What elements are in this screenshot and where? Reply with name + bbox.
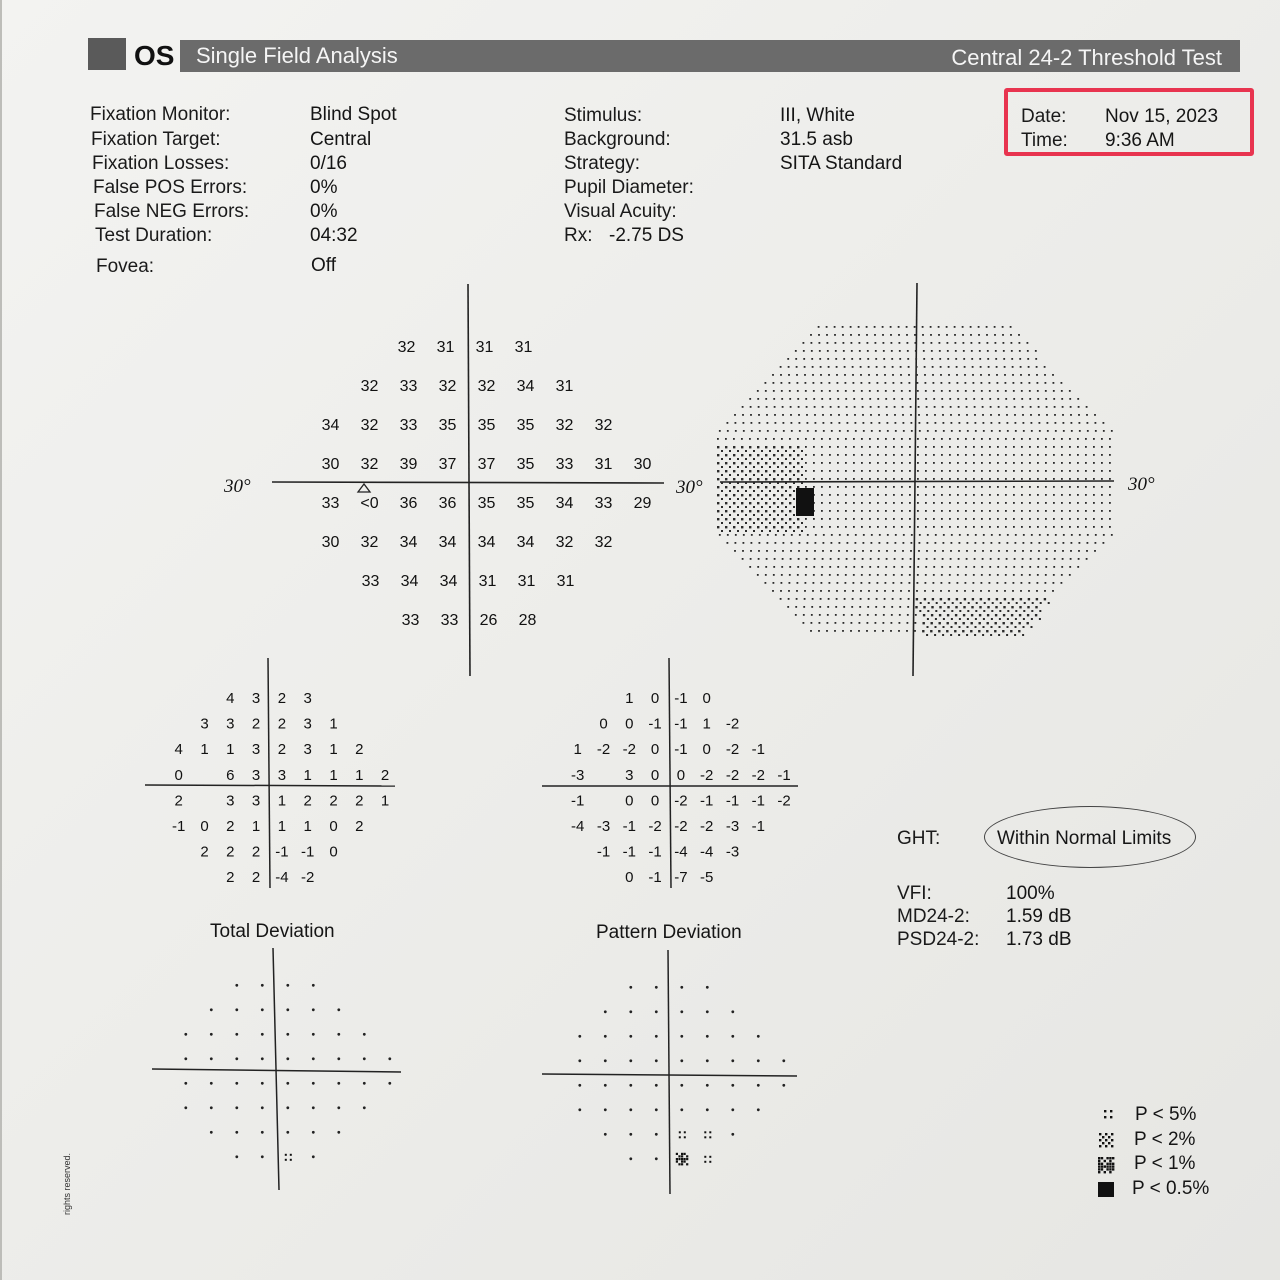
pd-value: -2 <box>725 766 740 784</box>
false-neg-label: False NEG Errors: <box>94 201 250 222</box>
fixation-losses-label: Fixation Losses: <box>92 153 230 174</box>
td-value: 3 <box>303 715 312 733</box>
threshold-value: 28 <box>518 612 537 629</box>
pd-value: 0 <box>702 741 711 759</box>
td-value: 1 <box>329 766 338 784</box>
normal-point <box>655 1010 658 1013</box>
legend-symbols <box>1094 1104 1124 1204</box>
pd-value: -3 <box>725 818 740 835</box>
normal-point <box>629 1084 632 1087</box>
threshold-value: 37 <box>477 456 496 473</box>
td-value: 2 <box>226 843 235 861</box>
td-value: 1 <box>380 792 390 810</box>
td-value: 3 <box>303 741 312 759</box>
normal-point <box>578 1059 581 1062</box>
pd-value: -2 <box>751 766 765 784</box>
threshold-value: 32 <box>555 534 574 551</box>
pd-value: -2 <box>700 766 714 784</box>
pd-value: -1 <box>674 715 688 733</box>
td-value: 1 <box>329 715 338 733</box>
threshold-value: <0 <box>360 495 379 512</box>
pd-value: -1 <box>622 818 636 835</box>
threshold-value: 34 <box>439 573 458 590</box>
td-value: 2 <box>380 766 390 784</box>
pd-value: -2 <box>674 792 688 810</box>
normal-point <box>655 1133 658 1136</box>
normal-point <box>629 1108 632 1111</box>
normal-point <box>655 1035 658 1038</box>
normal-point <box>680 1059 683 1062</box>
normal-point <box>578 1035 581 1038</box>
date-value: Nov 15, 2023 <box>1105 106 1219 127</box>
fixation-target-label: Fixation Target: <box>91 129 221 150</box>
normal-point <box>629 1133 632 1136</box>
normal-point <box>604 1035 607 1038</box>
pd-value: -1 <box>648 843 662 861</box>
threshold-value: 32 <box>360 378 379 395</box>
td-value: 2 <box>277 715 287 733</box>
normal-point <box>757 1035 760 1038</box>
td-value: 1 <box>277 818 287 835</box>
fixation-target-value: Central <box>310 129 372 150</box>
threshold-value: 33 <box>594 495 613 512</box>
time-value: 9:36 AM <box>1105 130 1175 151</box>
legend-p5-label: P < 5% <box>1135 1104 1197 1125</box>
td-value: 2 <box>200 843 209 861</box>
p5-dots-icon <box>704 1136 706 1138</box>
normal-point <box>680 986 683 989</box>
normal-point <box>655 986 658 989</box>
p1-dense-icon <box>678 1158 680 1160</box>
pd-value: -4 <box>700 843 714 861</box>
threshold-value: 31 <box>514 339 533 356</box>
td-value: 4 <box>174 741 183 759</box>
pdp-vertical-axis <box>668 950 670 1194</box>
fixation-losses-value: 0/16 <box>310 153 347 174</box>
visual-acuity-label: Visual Acuity: <box>564 201 677 222</box>
rx-value: -2.75 DS <box>609 225 684 246</box>
pd-value: 0 <box>650 690 660 707</box>
p1-dense-icon <box>676 1153 678 1155</box>
td-value: 2 <box>303 792 312 810</box>
p5-dots-icon <box>709 1136 711 1138</box>
threshold-value: 32 <box>594 534 613 551</box>
pd-value: -7 <box>674 869 688 887</box>
eye-label: OS <box>134 40 175 71</box>
threshold-value: 35 <box>477 495 496 512</box>
td-value: -1 <box>301 843 315 861</box>
pd-value: -1 <box>751 792 765 810</box>
td-value: -4 <box>275 869 289 887</box>
normal-point <box>680 1108 683 1111</box>
psd-label: PSD24-2: <box>897 929 980 950</box>
ght-value: Within Normal Limits <box>997 828 1172 849</box>
td-value: 2 <box>355 818 364 835</box>
p5-dots-icon <box>704 1131 706 1133</box>
p5-dots-icon <box>709 1156 711 1158</box>
normal-point <box>629 1035 632 1038</box>
pd-value: -3 <box>571 766 585 784</box>
pdp-horizontal-axis <box>542 1074 797 1076</box>
normal-point <box>655 1108 658 1111</box>
threshold-value: 35 <box>516 495 535 512</box>
td-value: 2 <box>174 792 183 810</box>
td-value: -1 <box>275 843 289 861</box>
normal-point <box>604 1084 607 1087</box>
pd-value: -1 <box>648 715 662 733</box>
td-value: 1 <box>355 766 364 784</box>
vfi-label: VFI: <box>897 883 932 904</box>
normal-point <box>757 1084 760 1087</box>
normal-point <box>604 1108 607 1111</box>
pupil-diameter-label: Pupil Diameter: <box>564 177 694 198</box>
pd-value: 0 <box>702 690 711 707</box>
pd-value: -2 <box>777 792 791 810</box>
normal-point <box>706 1035 709 1038</box>
td-value: 1 <box>251 818 261 835</box>
p1-dense-icon <box>678 1163 680 1165</box>
p5-dots-icon <box>684 1131 686 1133</box>
td-value: 3 <box>226 715 235 733</box>
normal-point <box>706 1010 709 1013</box>
td-value: 3 <box>251 792 261 810</box>
td-value: 4 <box>226 690 235 707</box>
threshold-value: 32 <box>360 417 379 434</box>
normal-point <box>731 1133 734 1136</box>
p1-dense-icon <box>681 1158 683 1160</box>
p1-dense-icon <box>684 1153 686 1155</box>
td-value: 0 <box>329 843 338 861</box>
pd-value: -2 <box>700 818 714 835</box>
threshold-value: 33 <box>361 573 380 590</box>
td-value: 6 <box>226 766 235 784</box>
td-value: 2 <box>251 869 261 887</box>
normal-point <box>680 1010 683 1013</box>
pd-value: 0 <box>676 766 686 784</box>
normal-point <box>706 1084 709 1087</box>
normal-point <box>706 1059 709 1062</box>
normal-point <box>731 1059 734 1062</box>
ght-label: GHT: <box>897 828 941 849</box>
td-value: 1 <box>200 741 209 759</box>
pd-value: 0 <box>599 715 608 733</box>
normal-point <box>680 1035 683 1038</box>
p5-dots-icon <box>709 1131 711 1133</box>
vfi-value: 100% <box>1006 883 1055 904</box>
p05-solid-icon <box>1098 1182 1114 1197</box>
threshold-value: 32 <box>360 534 379 551</box>
p1-dense-icon <box>1098 1157 1114 1173</box>
td-value: 2 <box>355 792 364 810</box>
td-value: -2 <box>301 869 315 887</box>
normal-point <box>731 1010 734 1013</box>
normal-point <box>731 1035 734 1038</box>
date-label: Date: <box>1021 106 1067 127</box>
threshold-value: 34 <box>477 534 496 551</box>
td-value: 2 <box>329 792 338 810</box>
normal-point <box>629 986 632 989</box>
pd-value: 0 <box>650 792 660 810</box>
normal-point <box>655 1084 658 1087</box>
pd-value: -1 <box>751 818 765 835</box>
threshold-value: 35 <box>516 417 535 434</box>
td-value: 2 <box>355 741 364 759</box>
td-value: 2 <box>251 843 261 861</box>
normal-point <box>578 1108 581 1111</box>
test-name: Central 24-2 Threshold Test <box>951 45 1222 70</box>
legend-p05-label: P < 0.5% <box>1132 1178 1210 1199</box>
threshold-value: 31 <box>517 573 536 590</box>
threshold-value: 34 <box>400 573 419 590</box>
threshold-value: 31 <box>555 378 574 395</box>
pd-value: -1 <box>596 843 611 861</box>
pd-value: -2 <box>674 818 688 835</box>
p1-dense-icon <box>678 1155 680 1157</box>
strategy-value: SITA Standard <box>780 153 903 174</box>
threshold-value: 31 <box>594 456 613 473</box>
p1-dense-icon <box>684 1161 686 1163</box>
pd-value: 1 <box>625 690 634 707</box>
normal-point <box>629 1059 632 1062</box>
td-value: 2 <box>251 715 261 733</box>
td-value: -1 <box>172 818 186 835</box>
td-value: 1 <box>303 766 312 784</box>
grayscale-axis-label: 30° <box>1128 474 1155 495</box>
td-value: 2 <box>277 690 287 707</box>
threshold-value: 35 <box>477 417 496 434</box>
normal-point <box>604 1133 607 1136</box>
pd-value: -1 <box>777 766 791 784</box>
td-value: 1 <box>277 792 287 810</box>
pd-value: 0 <box>625 869 634 887</box>
threshold-value: 32 <box>438 378 457 395</box>
threshold-value: 32 <box>555 417 574 434</box>
normal-point <box>680 1084 683 1087</box>
threshold-value: 32 <box>397 339 416 356</box>
pd-value: -1 <box>622 843 636 861</box>
td-value: 3 <box>251 766 261 784</box>
p5-dots-icon <box>704 1161 706 1163</box>
td-value: 1 <box>329 741 338 759</box>
pd-value: -2 <box>622 741 636 759</box>
normal-point <box>731 1084 734 1087</box>
normal-point <box>629 1010 632 1013</box>
p1-dense-icon <box>681 1153 683 1155</box>
threshold-value: 34 <box>321 417 340 434</box>
p1-dense-icon <box>681 1163 683 1165</box>
fixation-monitor-value: Blind Spot <box>310 104 397 125</box>
p1-dense-icon <box>686 1163 688 1165</box>
pd-value: -3 <box>596 818 611 835</box>
td-value: 3 <box>277 766 287 784</box>
report-title: Single Field Analysis <box>196 43 398 68</box>
threshold-value: 34 <box>399 534 418 551</box>
td-value: 1 <box>303 818 312 835</box>
normal-point <box>706 986 709 989</box>
total-deviation-title: Total Deviation <box>210 921 335 942</box>
threshold-value: 37 <box>438 456 457 473</box>
legend-p1-label: P < 1% <box>1134 1153 1196 1174</box>
pd-value: -1 <box>700 792 714 810</box>
threshold-value: 32 <box>360 456 379 473</box>
threshold-value: 30 <box>321 534 340 551</box>
normal-point <box>578 1084 581 1087</box>
p1-dense-icon <box>676 1158 678 1160</box>
threshold-axis-label-right: 30° <box>676 477 703 498</box>
threshold-value: 29 <box>633 495 652 512</box>
td-value: 3 <box>251 690 261 707</box>
pd-value: -1 <box>571 792 585 810</box>
pd-value: 1 <box>702 715 711 733</box>
td-value: 3 <box>200 715 209 733</box>
time-label: Time: <box>1021 130 1068 151</box>
threshold-value: 32 <box>594 417 613 434</box>
md-label: MD24-2: <box>897 906 970 927</box>
threshold-value: 33 <box>399 378 418 395</box>
threshold-value: 31 <box>436 339 455 356</box>
normal-point <box>655 1157 658 1160</box>
normal-point <box>731 1108 734 1111</box>
pd-value: 0 <box>625 792 634 810</box>
threshold-value: 31 <box>478 573 497 590</box>
fovea-label: Fovea: <box>96 256 155 277</box>
threshold-value: 39 <box>399 456 418 473</box>
pd-value: 1 <box>573 741 582 759</box>
td-value: 3 <box>303 690 312 707</box>
pd-value: -2 <box>725 715 740 733</box>
threshold-value: 33 <box>555 456 574 473</box>
td-value: 2 <box>277 741 287 759</box>
false-pos-value: 0% <box>310 177 338 198</box>
threshold-value: 33 <box>399 417 418 434</box>
normal-point <box>629 1157 632 1160</box>
legend-p2-label: P < 2% <box>1134 1129 1196 1150</box>
normal-point <box>604 1010 607 1013</box>
false-pos-label: False POS Errors: <box>93 177 248 198</box>
p1-dense-icon <box>676 1161 678 1163</box>
p5-dots-icon <box>684 1136 686 1138</box>
threshold-value: 33 <box>321 495 340 512</box>
threshold-value: 34 <box>516 534 535 551</box>
td-value: 2 <box>226 818 235 835</box>
p1-dense-icon <box>684 1158 686 1160</box>
pd-value: -1 <box>725 792 740 810</box>
pd-value: -2 <box>648 818 662 835</box>
pd-value: 0 <box>625 715 634 733</box>
threshold-value: 35 <box>438 417 457 434</box>
p5-dots-icon <box>704 1156 706 1158</box>
pd-value: 0 <box>650 741 660 759</box>
background-label: Background: <box>564 129 671 150</box>
pattern-deviation-title: Pattern Deviation <box>596 922 742 943</box>
pd-value: -2 <box>725 741 740 759</box>
fovea-value: Off <box>311 255 336 276</box>
test-duration-value: 04:32 <box>310 225 358 246</box>
threshold-value: 34 <box>438 534 457 551</box>
p1-dense-icon <box>686 1158 688 1160</box>
pd-value: -1 <box>674 741 688 759</box>
threshold-value: 32 <box>477 378 496 395</box>
rx-label: Rx: <box>564 225 593 246</box>
td-value: 3 <box>251 741 261 759</box>
threshold-value: 30 <box>633 456 652 473</box>
normal-point <box>782 1059 785 1062</box>
pd-value: -3 <box>725 843 740 861</box>
td-value: 1 <box>226 741 235 759</box>
normal-point <box>757 1059 760 1062</box>
stimulus-value: III, White <box>780 105 855 126</box>
stimulus-label: Stimulus: <box>564 105 643 126</box>
normal-point <box>655 1059 658 1062</box>
normal-point <box>782 1084 785 1087</box>
threshold-value: 31 <box>475 339 494 356</box>
threshold-value: 34 <box>516 378 535 395</box>
threshold-value: 33 <box>401 612 420 629</box>
threshold-value: 35 <box>516 456 535 473</box>
p1-dense-icon <box>686 1155 688 1157</box>
threshold-value: 36 <box>399 495 418 512</box>
strategy-label: Strategy: <box>564 153 641 174</box>
p5-dots-icon <box>709 1161 711 1163</box>
normal-point <box>706 1108 709 1111</box>
threshold-value: 33 <box>440 612 459 629</box>
threshold-value: 30 <box>321 456 340 473</box>
td-value: 3 <box>226 792 235 810</box>
td-value: 0 <box>329 818 338 835</box>
normal-point <box>604 1059 607 1062</box>
normal-point <box>757 1108 760 1111</box>
pd-value: -1 <box>674 690 688 707</box>
td-value: 2 <box>226 869 235 887</box>
md-value: 1.59 dB <box>1006 906 1072 927</box>
pd-value: -1 <box>751 741 765 759</box>
p5-dots-icon <box>1104 1110 1112 1118</box>
threshold-value: 31 <box>556 573 575 590</box>
pd-value: -4 <box>674 843 688 861</box>
pd-value: -5 <box>700 869 714 887</box>
pd-value: -2 <box>596 741 611 759</box>
false-neg-value: 0% <box>310 201 338 222</box>
pd-value: -1 <box>648 869 662 887</box>
copyright-note: rights reserved. <box>62 1152 72 1215</box>
td-value: 0 <box>174 766 183 784</box>
threshold-value: 26 <box>479 612 498 629</box>
td-value: 0 <box>200 818 209 835</box>
threshold-value: 34 <box>555 495 574 512</box>
threshold-axis-label-left: 30° <box>224 476 251 497</box>
p1-dense-icon <box>681 1155 683 1157</box>
pd-value: 0 <box>650 766 660 784</box>
threshold-value: 36 <box>438 495 457 512</box>
background-value: 31.5 asb <box>780 129 853 150</box>
pd-value: 3 <box>625 766 634 784</box>
test-duration-label: Test Duration: <box>95 225 213 246</box>
p5-dots-icon <box>679 1131 681 1133</box>
p1-dense-icon <box>681 1161 683 1163</box>
psd-value: 1.73 dB <box>1006 929 1072 950</box>
p2-checker-icon <box>1099 1133 1113 1147</box>
fixation-monitor-label: Fixation Monitor: <box>90 104 231 125</box>
p5-dots-icon <box>679 1136 681 1138</box>
pd-value: -4 <box>571 818 585 835</box>
